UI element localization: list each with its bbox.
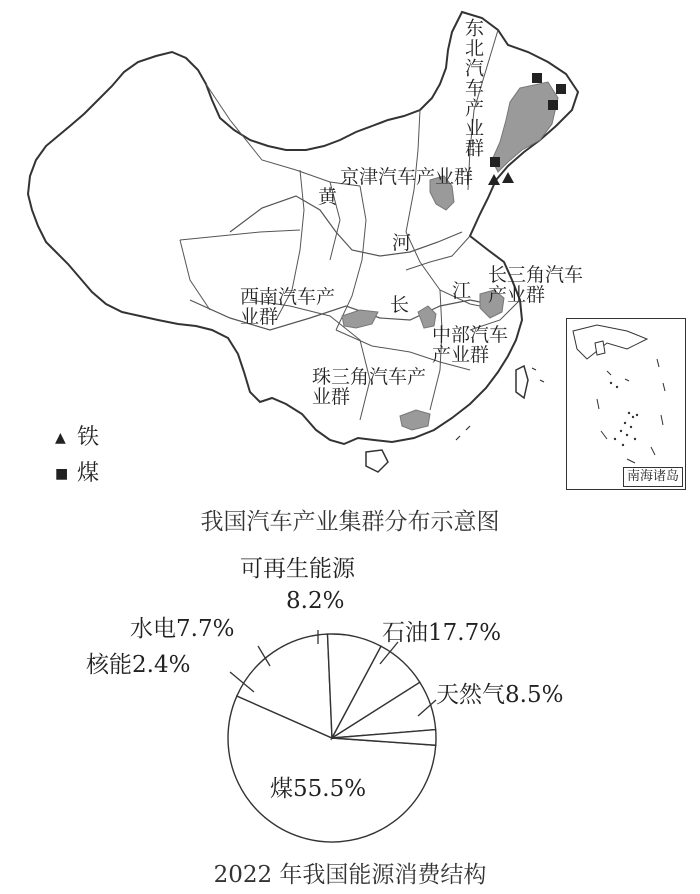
pie-slices bbox=[228, 634, 436, 842]
pie-label-hydro: 水电7.7% bbox=[130, 616, 235, 642]
pie-label-renewable-value: 8.2% bbox=[286, 588, 345, 614]
square-icon: ■ bbox=[55, 466, 69, 482]
pie-label-nuclear: 核能2.4% bbox=[86, 652, 191, 678]
pie-label-gas: 天然气8.5% bbox=[436, 682, 564, 708]
pie-label-oil: 石油17.7% bbox=[382, 620, 502, 646]
yangtze-river-label-2: 江 bbox=[452, 280, 472, 302]
pie-label-coal: 煤55.5% bbox=[270, 776, 367, 802]
southwest-cluster-label: 西南汽车产业群 bbox=[240, 286, 336, 328]
zhusanjiao-cluster-label: 珠三角汽车产业群 bbox=[312, 366, 427, 408]
pie-label-renewable-name: 可再生能源 bbox=[240, 556, 355, 582]
map-caption: 我国汽车产业集群分布示意图 bbox=[200, 509, 500, 535]
pie-caption: 2022 年我国能源消费结构 bbox=[213, 862, 487, 888]
northeast-cluster-label: 东北汽车产业群 bbox=[461, 18, 484, 158]
changsanjiao-cluster-label: 长三角汽车产业群 bbox=[488, 264, 584, 306]
yellow-river-label-2: 河 bbox=[392, 232, 412, 254]
triangle-icon: ▲ bbox=[55, 430, 66, 446]
yellow-river-label-1: 黄 bbox=[318, 186, 338, 208]
yangtze-river-label-1: 长 bbox=[390, 294, 410, 316]
jingjin-cluster-label: 京津汽车产业群 bbox=[340, 166, 474, 188]
legend-coal-label: 煤 bbox=[77, 461, 100, 486]
inset-label: 南海诸岛 bbox=[623, 467, 683, 487]
legend-iron-label: 铁 bbox=[77, 425, 100, 450]
central-cluster-label: 中部汽车产业群 bbox=[432, 324, 509, 366]
